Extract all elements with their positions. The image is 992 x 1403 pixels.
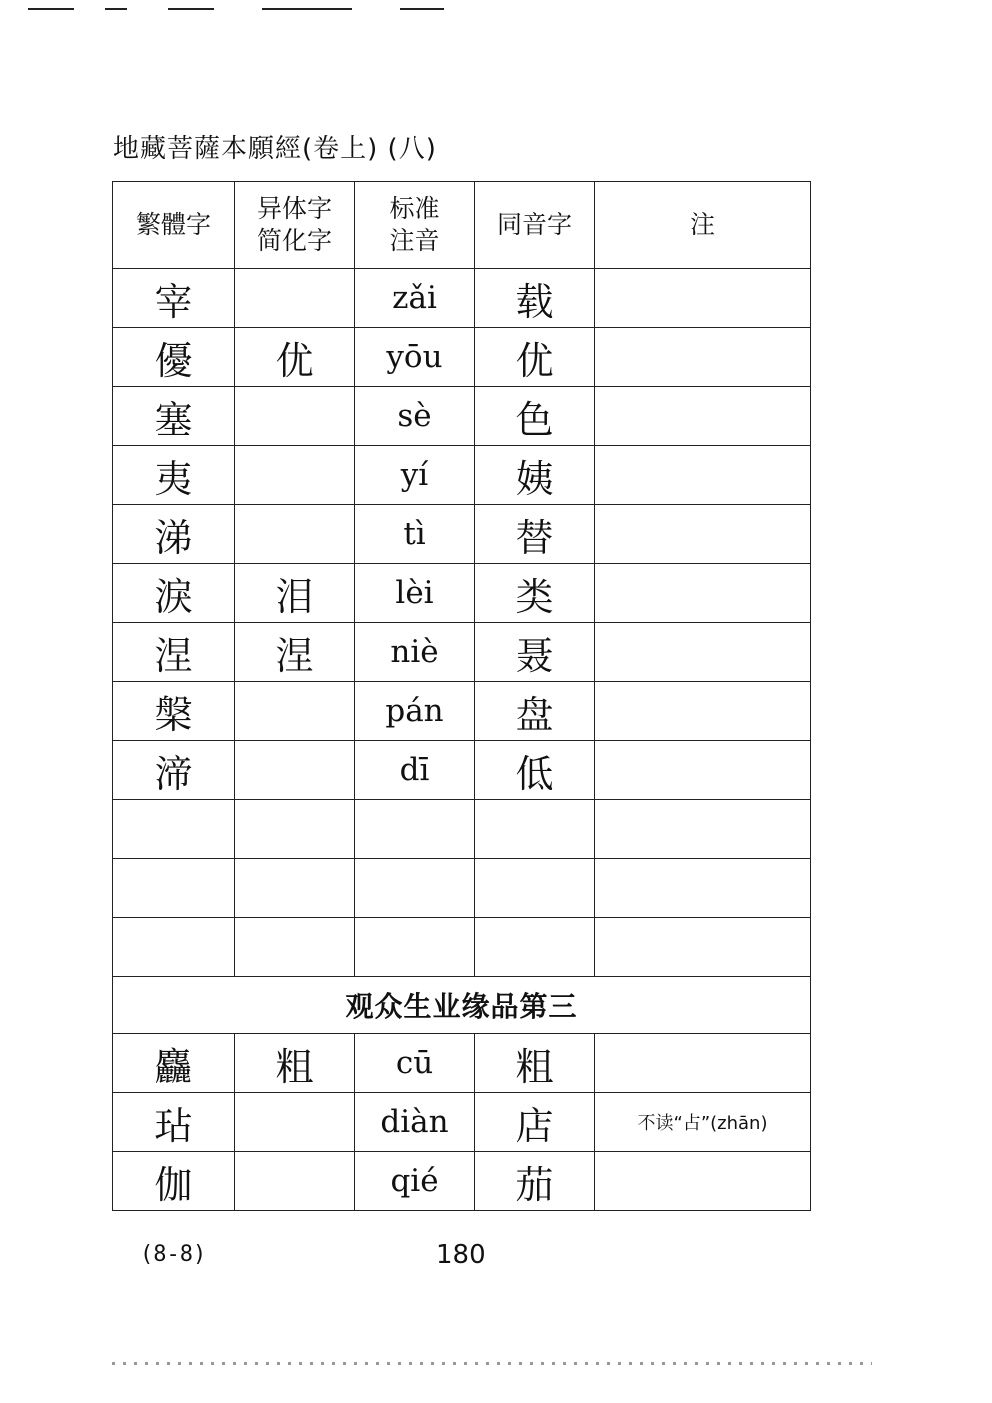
- table-row: [113, 328, 811, 387]
- cell-traditional: 玷: [113, 1093, 235, 1152]
- cell-pinyin: lèi: [355, 564, 475, 623]
- cell-traditional: 伽: [113, 1152, 235, 1211]
- cell-variant: 涅: [235, 623, 355, 682]
- cell-note: [595, 1034, 811, 1093]
- header-traditional: 繁體字: [113, 182, 235, 269]
- empty-cell: [595, 859, 811, 918]
- cell-traditional: 優: [113, 328, 235, 387]
- cell-traditional: 淚: [113, 564, 235, 623]
- cell-variant: [235, 446, 355, 505]
- empty-cell: [475, 859, 595, 918]
- cell-pinyin: diàn: [355, 1093, 475, 1152]
- cell-note: [595, 682, 811, 741]
- cell-note: 不读“占”(zhān): [595, 1093, 811, 1152]
- empty-cell: [235, 800, 355, 859]
- empty-cell: [355, 800, 475, 859]
- cell-traditional: 涅: [113, 623, 235, 682]
- page-number: 180: [436, 1240, 486, 1270]
- cell-variant: [235, 505, 355, 564]
- empty-cell: [595, 800, 811, 859]
- cell-note: [595, 741, 811, 800]
- empty-cell: [475, 800, 595, 859]
- cell-pinyin: dī: [355, 741, 475, 800]
- empty-cell: [235, 859, 355, 918]
- cell-variant: [235, 682, 355, 741]
- cell-homophone: 色: [475, 387, 595, 446]
- table-row: [113, 682, 811, 741]
- empty-cell: [113, 800, 235, 859]
- table-row: [113, 1152, 811, 1211]
- table-row: [113, 269, 811, 328]
- cell-note: [595, 387, 811, 446]
- cell-homophone: 盘: [475, 682, 595, 741]
- empty-table-row: [113, 918, 811, 977]
- cell-variant: [235, 741, 355, 800]
- cell-pinyin: cū: [355, 1034, 475, 1093]
- table-row: [113, 741, 811, 800]
- empty-cell: [355, 918, 475, 977]
- table-row: [113, 1093, 811, 1152]
- header-row: [113, 182, 811, 269]
- cell-traditional: 夷: [113, 446, 235, 505]
- cell-variant: [235, 387, 355, 446]
- header-variant-line1: 异体字: [256, 194, 332, 223]
- cell-homophone: 茄: [475, 1152, 595, 1211]
- cell-variant: [235, 1093, 355, 1152]
- table-row: [113, 623, 811, 682]
- empty-table-row: [113, 800, 811, 859]
- footer-code: (8-8): [140, 1242, 207, 1267]
- scan-top-marks: [0, 0, 992, 20]
- cell-pinyin: zǎi: [355, 269, 475, 328]
- cell-pinyin: pán: [355, 682, 475, 741]
- cell-traditional: 槃: [113, 682, 235, 741]
- cell-note: [595, 269, 811, 328]
- cell-homophone: 店: [475, 1093, 595, 1152]
- cell-note: [595, 1152, 811, 1211]
- empty-cell: [113, 918, 235, 977]
- header-pinyin-line1: 标准: [389, 194, 440, 223]
- table-row: [113, 505, 811, 564]
- cell-variant: 粗: [235, 1034, 355, 1093]
- empty-cell: [475, 918, 595, 977]
- cell-variant: [235, 1152, 355, 1211]
- cell-variant: [235, 269, 355, 328]
- cell-homophone: 姨: [475, 446, 595, 505]
- header-homophone: 同音字: [475, 182, 595, 269]
- cell-homophone: 粗: [475, 1034, 595, 1093]
- cell-traditional: 麤: [113, 1034, 235, 1093]
- cell-homophone: 聂: [475, 623, 595, 682]
- cell-homophone: 载: [475, 269, 595, 328]
- cell-pinyin: niè: [355, 623, 475, 682]
- cell-traditional: 涕: [113, 505, 235, 564]
- empty-cell: [113, 859, 235, 918]
- cell-pinyin: tì: [355, 505, 475, 564]
- scan-bottom-noise: [112, 1362, 872, 1365]
- header-pinyin: [355, 182, 475, 269]
- cell-homophone: 低: [475, 741, 595, 800]
- cell-traditional: 塞: [113, 387, 235, 446]
- table-row: [113, 564, 811, 623]
- cell-note: [595, 328, 811, 387]
- cell-pinyin: sè: [355, 387, 475, 446]
- empty-table-row: [113, 859, 811, 918]
- cell-traditional: 宰: [113, 269, 235, 328]
- header-pinyin-line2: 注音: [389, 226, 440, 255]
- cell-note: [595, 564, 811, 623]
- header-variant: [235, 182, 355, 269]
- cell-pinyin: yí: [355, 446, 475, 505]
- cell-note: [595, 505, 811, 564]
- cell-note: [595, 623, 811, 682]
- table-row: [113, 1034, 811, 1093]
- header-variant-line2: 简化字: [256, 226, 332, 255]
- section-header-row: [113, 977, 811, 1034]
- empty-cell: [235, 918, 355, 977]
- empty-cell: [355, 859, 475, 918]
- table-row: [113, 387, 811, 446]
- character-table: [112, 181, 811, 1211]
- cell-homophone: 替: [475, 505, 595, 564]
- empty-cell: [595, 918, 811, 977]
- cell-note: [595, 446, 811, 505]
- header-note: 注: [595, 182, 811, 269]
- section-title: 观众生业缘品第三: [113, 977, 811, 1034]
- cell-pinyin: yōu: [355, 328, 475, 387]
- cell-variant: 优: [235, 328, 355, 387]
- cell-variant: 泪: [235, 564, 355, 623]
- page-title: 地藏菩薩本願經(卷上) (八): [113, 134, 437, 164]
- cell-traditional: 渧: [113, 741, 235, 800]
- cell-homophone: 优: [475, 328, 595, 387]
- cell-pinyin: qié: [355, 1152, 475, 1211]
- cell-homophone: 类: [475, 564, 595, 623]
- table-row: [113, 446, 811, 505]
